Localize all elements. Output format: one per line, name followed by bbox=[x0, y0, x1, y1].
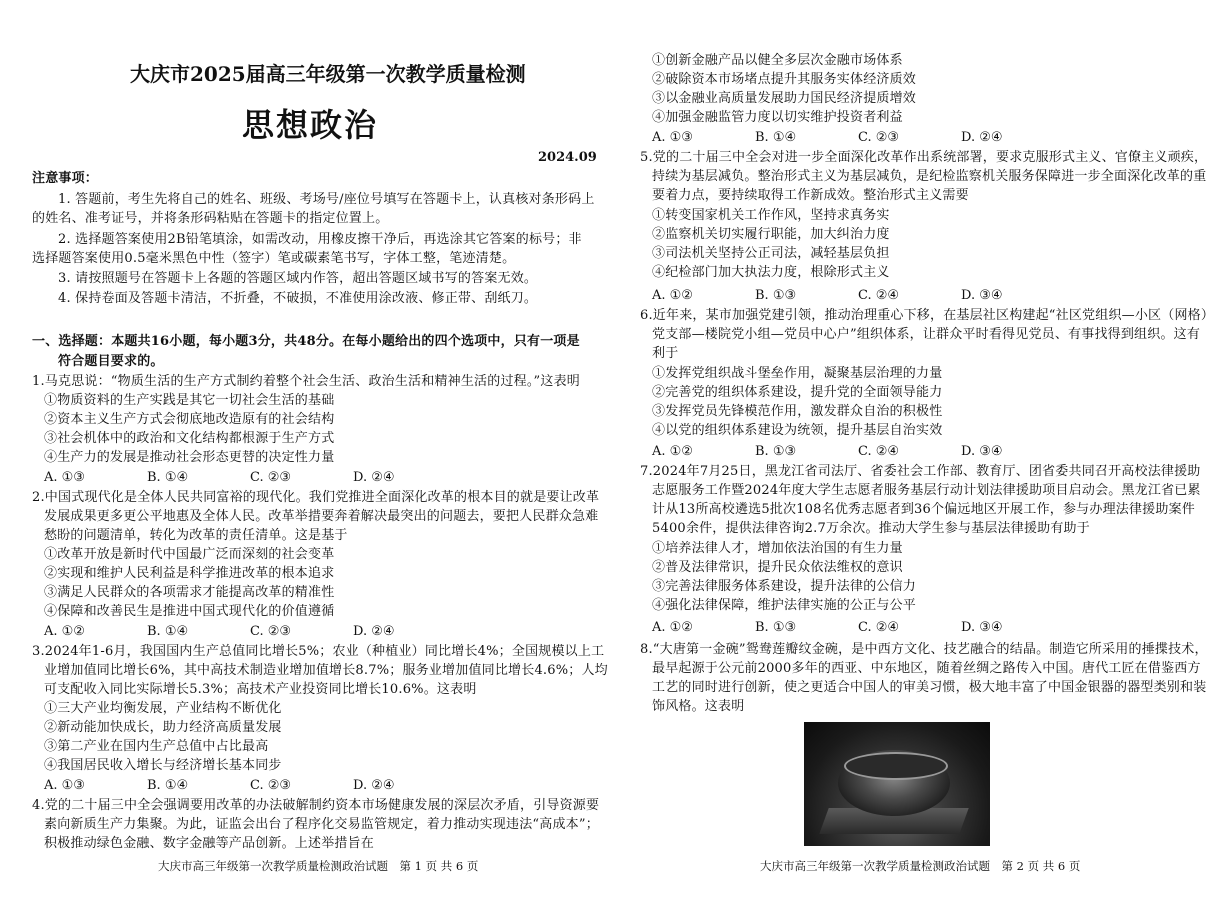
page-left bbox=[0, 0, 612, 900]
q7-options bbox=[652, 619, 1064, 637]
q6-item: ④以党的组织体系建设为统领，提升基层自治实效 bbox=[652, 423, 943, 438]
exam-date: 2024.09 bbox=[538, 150, 597, 165]
question-6-stem: 利于 bbox=[652, 346, 679, 361]
question-5-stem: 5.党的二十届三中全会对进一步全面深化改革作出系统部署，要求克服形式主义、官僚主义顽疾， bbox=[640, 150, 1208, 165]
section-heading: 符合题目要求的。 bbox=[58, 354, 164, 369]
question-3-stem: 3.2024年1-6月，我国国内生产总值同比增长5%；农业（种植业）同比增长4%；全国规模以上工 bbox=[32, 644, 605, 659]
q5-options bbox=[652, 287, 1064, 305]
option-d: D. ③④ bbox=[961, 288, 1003, 303]
option-b: B. ①④ bbox=[147, 624, 189, 639]
q1-item: ①物质资料的生产实践是其它一切社会生活的基础 bbox=[44, 393, 335, 408]
q4-item: ①创新金融产品以健全多层次金融市场体系 bbox=[652, 53, 903, 68]
option-d: D. ②④ bbox=[353, 624, 395, 639]
q1-options bbox=[44, 469, 456, 487]
q3-options bbox=[44, 777, 456, 795]
option-a: A. ①② bbox=[652, 444, 693, 459]
notice-line: 1. 答题前，考生先将自己的姓名、班级、考场号/座位号填写在答题卡上，认真核对条形码上 bbox=[58, 192, 595, 207]
q4-item: ③以金融业高质量发展助力国民经济提质增效 bbox=[652, 91, 917, 106]
question-7-stem: 计从13所高校遴选5批次108名优秀志愿者到36个偏远地区开展工作，参与办理法律援助案件 bbox=[652, 502, 1195, 517]
q2-item: ②实现和维护人民利益是科学推进改革的根本追求 bbox=[44, 566, 335, 581]
page-footer: 大庆市高三年级第一次教学质量检测政治试题 第 1 页 共 6 页 bbox=[158, 859, 479, 873]
q3-item: ①三大产业均衡发展，产业结构不断优化 bbox=[44, 701, 282, 716]
option-b: B. ①④ bbox=[755, 130, 797, 145]
option-c: C. ②③ bbox=[250, 470, 292, 485]
page-footer: 大庆市高三年级第一次教学质量检测政治试题 第 2 页 共 6 页 bbox=[760, 859, 1081, 873]
q6-options bbox=[652, 443, 1064, 461]
question-7-stem: 志愿服务工作暨2024年度大学生志愿者服务基层行动计划法律援助项目启动会。黑龙江省已累 bbox=[652, 483, 1201, 498]
option-a: A. ①③ bbox=[44, 778, 85, 793]
q5-item: ②监察机关切实履行职能，加大纠治力度 bbox=[652, 227, 890, 242]
option-c: C. ②④ bbox=[858, 444, 900, 459]
q1-item: ④生产力的发展是推动社会形态更替的决定性力量 bbox=[44, 450, 335, 465]
q3-item: ②新动能加快成长，助力经济高质量发展 bbox=[44, 720, 282, 735]
q5-item: ④纪检部门加大执法力度，根除形式主义 bbox=[652, 265, 890, 280]
q4-item: ④加强金融监管力度以切实维护投资者利益 bbox=[652, 110, 903, 125]
section-heading: 一、选择题：本题共16小题，每小题3分，共48分。在每小题给出的四个选项中，只有一项是 bbox=[32, 334, 580, 349]
question-5-stem: 持续为基层减负。整治形式主义为基层减负，是纪检监察机关服务保障进一步全面深化改革的重 bbox=[652, 169, 1207, 184]
q2-item: ③满足人民群众的各项需求才能提高改革的精准性 bbox=[44, 585, 335, 600]
notice-line: 3. 请按照题号在答题卡上各题的答题区域内作答，超出答题区域书写的答案无效。 bbox=[58, 271, 538, 286]
q6-item: ①发挥党组织战斗堡垒作用，凝聚基层治理的力量 bbox=[652, 366, 943, 381]
option-d: D. ②④ bbox=[353, 778, 395, 793]
q3-item: ④我国居民收入增长与经济增长基本同步 bbox=[44, 758, 282, 773]
question-2-stem: 愁盼的问题清单，转化为改革的责任清单。这是基于 bbox=[44, 528, 348, 543]
notice-line: 选择题答案使用0.5毫米黑色中性（签字）笔或碳素笔书写，字体工整，笔迹清楚。 bbox=[32, 251, 516, 266]
option-a: A. ①③ bbox=[652, 130, 693, 145]
option-c: C. ②④ bbox=[858, 288, 900, 303]
q7-item: ②普及法律常识，提升民众依法维权的意识 bbox=[652, 560, 903, 575]
question-6-stem: 党支部—楼院党小组—党员中心户”组织体系，让群众平时看得见党员、有事找得到组织。这有 bbox=[652, 327, 1201, 342]
golden-bowl-photo bbox=[804, 722, 990, 846]
q7-item: ④强化法律保障，维护法律实施的公正与公平 bbox=[652, 598, 917, 613]
q1-item: ②资本主义生产方式会彻底地改造原有的社会结构 bbox=[44, 412, 335, 427]
option-a: A. ①② bbox=[44, 624, 85, 639]
notice-line: 2. 选择题答案使用2B铅笔填涂，如需改动，用橡皮擦干净后，再选涂其它答案的标号；非 bbox=[58, 232, 582, 247]
q7-item: ③完善法律服务体系建设，提升法律的公信力 bbox=[652, 579, 917, 594]
notice-heading: 注意事项： bbox=[32, 171, 99, 186]
notice-line: 的姓名、准考证号，并将条形码粘贴在答题卡的指定位置上。 bbox=[32, 211, 389, 226]
q4-item: ②破除资本市场堵点提升其服务实体经济质效 bbox=[652, 72, 917, 87]
q4-options bbox=[652, 129, 1064, 147]
option-b: B. ①④ bbox=[147, 470, 189, 485]
option-b: B. ①④ bbox=[147, 778, 189, 793]
q7-item: ①培养法律人才，增加依法治国的有生力量 bbox=[652, 541, 903, 556]
question-4-stem: 积极推动绿色金融、数字金融等产品创新。上述举措旨在 bbox=[44, 836, 375, 851]
question-5-stem: 要着力点，要持续取得工作新成效。整治形式主义需要 bbox=[652, 188, 969, 203]
q6-item: ③发挥党员先锋模范作用，激发群众自治的积极性 bbox=[652, 404, 943, 419]
question-7-stem: 7.2024年7月25日，黑龙江省司法厅、省委社会工作部、教育厅、团省委共同召开高校法律援助 bbox=[640, 464, 1201, 479]
q5-item: ①转变国家机关工作作风，坚持求真务实 bbox=[652, 208, 890, 223]
q2-options bbox=[44, 623, 456, 641]
option-a: A. ①② bbox=[652, 620, 693, 635]
question-3-stem: 业增加值同比增长6%，其中高技术制造业增加值增长8.7%；服务业增加值同比增长4.6%；人均 bbox=[44, 663, 608, 678]
subject-title: 思想政治 bbox=[242, 106, 379, 144]
question-4-stem: 4.党的二十届三中全会强调要用改革的办法破解制约资本市场健康发展的深层次矛盾，引导资源要 bbox=[32, 798, 600, 813]
option-c: C. ②③ bbox=[250, 778, 292, 793]
question-8-stem: 饰风格。这表明 bbox=[652, 699, 745, 714]
option-c: C. ②③ bbox=[250, 624, 292, 639]
option-c: C. ②③ bbox=[858, 130, 900, 145]
bowl-rim bbox=[844, 752, 948, 780]
option-a: A. ①② bbox=[652, 288, 693, 303]
question-2-stem: 发展成果更多更公平地惠及全体人民。改革举措要奔着解决最突出的问题去，要把人民群众急难 bbox=[44, 509, 599, 524]
question-2-stem: 2.中国式现代化是全体人民共同富裕的现代化。我们党推进全面深化改革的根本目的就是要让改革 bbox=[32, 490, 600, 505]
option-b: B. ①③ bbox=[755, 620, 797, 635]
option-d: D. ②④ bbox=[353, 470, 395, 485]
q1-item: ③社会机体中的政治和文化结构都根源于生产方式 bbox=[44, 431, 335, 446]
option-c: C. ②④ bbox=[858, 620, 900, 635]
page-right bbox=[612, 0, 1226, 900]
question-1-stem: 1.马克思说：“物质生活的生产方式制约着整个社会生活、政治生活和精神生活的过程。”这表明 bbox=[32, 374, 580, 389]
exam-title: 大庆市2025届高三年级第一次教学质量检测 bbox=[130, 62, 526, 86]
question-7-stem: 5400余件，提供法律咨询2.7万余次。推动大学生参与基层法律援助有助于 bbox=[652, 521, 1090, 536]
option-b: B. ①③ bbox=[755, 288, 797, 303]
option-b: B. ①③ bbox=[755, 444, 797, 459]
question-6-stem: 6.近年来，某市加强党建引领，推动治理重心下移，在基层社区构建起“社区党组织—小区（网格） bbox=[640, 308, 1215, 323]
q6-item: ②完善党的组织体系建设，提升党的全面领导能力 bbox=[652, 385, 943, 400]
q3-item: ③第二产业在国内生产总值中占比最高 bbox=[44, 739, 269, 754]
question-8-stem: 最早起源于公元前2000多年的西亚、中东地区，随着丝绸之路传入中国。唐代工匠在借鉴西方 bbox=[652, 661, 1201, 676]
q2-item: ④保障和改善民生是推进中国式现代化的价值遵循 bbox=[44, 604, 335, 619]
question-4-stem: 素向新质生产力集聚。为此，证监会出台了程序化交易监管规定，着力推动实现违法“高成本”； bbox=[44, 817, 599, 832]
question-8-stem: 工艺的同时进行创新，使之更适合中国人的审美习惯，极大地丰富了中国金银器的器型类别和装 bbox=[652, 680, 1207, 695]
q5-item: ③司法机关坚持公正司法，减轻基层负担 bbox=[652, 246, 890, 261]
option-a: A. ①③ bbox=[44, 470, 85, 485]
q2-item: ①改革开放是新时代中国最广泛而深刻的社会变革 bbox=[44, 547, 335, 562]
option-d: D. ③④ bbox=[961, 620, 1003, 635]
option-d: D. ③④ bbox=[961, 444, 1003, 459]
question-3-stem: 可支配收入同比实际增长5.3%；高技术产业投资同比增长10.6%。这表明 bbox=[44, 682, 477, 697]
notice-line: 4. 保持卷面及答题卡清洁，不折叠，不破损，不准使用涂改液、修正带、刮纸刀。 bbox=[58, 291, 538, 306]
question-8-stem: 8.“大唐第一金碗”鸳鸯莲瓣纹金碗，是中西方文化、技艺融合的结晶。制造它所采用的捶揲技术， bbox=[640, 642, 1208, 657]
option-d: D. ②④ bbox=[961, 130, 1003, 145]
